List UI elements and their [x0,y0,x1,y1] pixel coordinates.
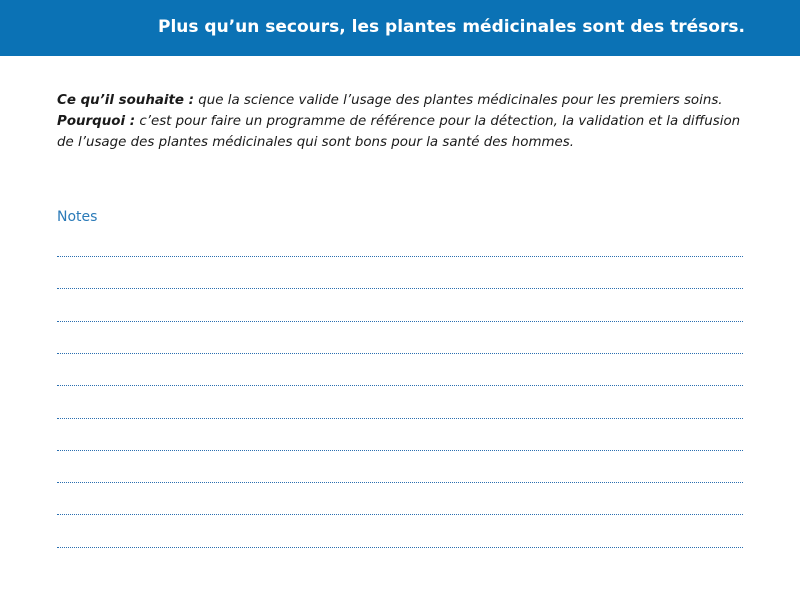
note-line [57,450,743,451]
notes-label: Notes [57,209,98,225]
note-line [57,288,743,289]
note-line [57,385,743,386]
wish-text: que la science valide l’usage des plantes médicinales pour les premiers soins. [193,93,723,108]
why-label: Pourquoi : [57,114,136,129]
note-line [57,418,743,419]
why-line-1 [57,111,757,132]
wish-line [57,90,757,111]
note-line [57,256,743,257]
description-paragraph [57,90,757,153]
header-banner [0,0,800,56]
note-line [57,353,743,354]
wish-label: Ce qu’il souhaite : [57,93,194,108]
note-line [57,547,743,548]
note-line [57,482,743,483]
note-line [57,514,743,515]
why-line-2: de l’usage des plantes médicinales qui sont bons pour la santé des hommes. [57,135,574,150]
note-line [57,321,743,322]
page-title: Plus qu’un secours, les plantes médicinales sont des trésors. [158,17,745,37]
why-text-1: c’est pour faire un programme de référence pour la détection, la validation et la diffusion [135,114,741,129]
